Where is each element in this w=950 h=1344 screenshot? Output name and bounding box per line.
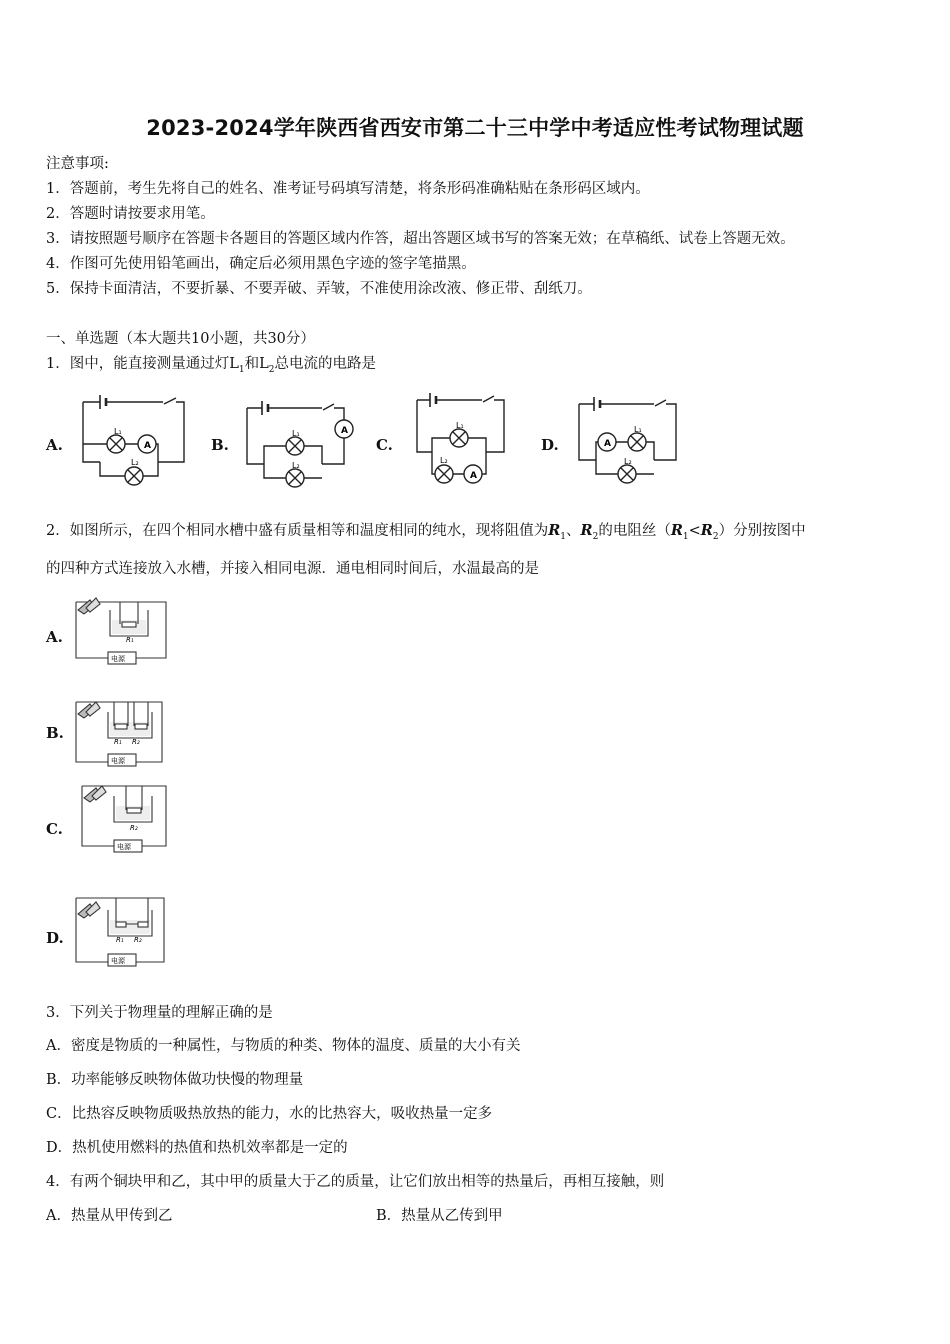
q1-option-c-label[interactable]: C. (376, 436, 393, 454)
q1-option-d-label[interactable]: D. (541, 436, 559, 454)
q3-option-a[interactable]: A．密度是物质的一种属性，与物质的种类、物体的温度、质量的大小有关 (46, 1038, 521, 1054)
q2-option-b-label[interactable]: B. (46, 724, 64, 742)
q2-option-c-label[interactable]: C. (46, 820, 63, 838)
q2-diagram-a[interactable] (72, 592, 170, 664)
notice-item-3: 3．请按照题号顺序在答题卡各题目的答题区域内作答，超出答题区域书写的答案无效；在草稿纸、试卷上答题无效。 (46, 231, 795, 247)
notice-item-1: 1．答题前，考生先将自己的姓名、准考证号码填写清楚，将条形码准确粘贴在条形码区域内。 (46, 181, 650, 197)
lamp-l1-label: L₁ (456, 421, 464, 430)
q3-option-b[interactable]: B．功率能够反映物体做功快慢的物理量 (46, 1072, 304, 1088)
q1-circuit-d[interactable] (574, 396, 684, 491)
lamp-l1-label: L₁ (114, 427, 122, 436)
notice-item-2: 2．答题时请按要求用笔。 (46, 206, 215, 222)
q2-diagram-c[interactable] (78, 780, 172, 852)
q1-stem: 1．图中，能直接测量通过灯$L_1$和$L_2$总电流的电路是 (46, 356, 376, 375)
q1-circuit-b[interactable] (242, 400, 357, 492)
q1-option-a-label[interactable]: A. (46, 436, 63, 454)
resistor-r2-label: R₂ (132, 738, 140, 746)
page-title: 2023-2024学年陕西省西安市第二十三中学中考适应性考试物理试题 (146, 116, 804, 140)
notice-heading: 注意事项: (46, 156, 109, 172)
q2-diagram-d[interactable] (72, 892, 170, 967)
q4-option-a[interactable]: A．热量从甲传到乙 (46, 1208, 173, 1224)
notice-item-4: 4．作图可先使用铅笔画出，确定后必须用黑色字迹的签字笔描黑。 (46, 256, 476, 272)
section-heading: 一、单选题（本大题共10小题，共30分） (46, 331, 315, 347)
ammeter-label: A (604, 439, 611, 449)
resistor-r2-label: R₂ (134, 936, 142, 944)
resistor-r1-label: R₁ (116, 936, 124, 944)
ammeter-label: A (144, 441, 151, 451)
power-label: 电源 (111, 957, 125, 965)
resistor-r2-label: R₂ (130, 824, 138, 832)
lamp-l2-label: L₂ (292, 461, 300, 470)
ammeter-label: A (470, 471, 477, 481)
lamp-l2-label: L₂ (440, 456, 448, 465)
lamp-l2-label: L₂ (624, 457, 632, 466)
q3-stem: 3．下列关于物理量的理解正确的是 (46, 1005, 273, 1021)
lamp-l1-label: L₁ (634, 425, 642, 434)
lamp-l1-label: L₁ (292, 429, 300, 438)
q1-circuit-c[interactable] (412, 392, 517, 492)
q2-option-d-label[interactable]: D. (46, 929, 64, 947)
q2-stem-line1: 2．如图所示，在四个相同水槽中盛有质量相等和温度相同的纯水，现将阻值为$R_1$、$R_2$的电阻丝$(R_1<R_2)$分别按图中 (46, 522, 806, 542)
q4-option-b[interactable]: B．热量从乙传到甲 (376, 1208, 503, 1224)
q2-diagram-b[interactable] (72, 696, 170, 768)
q3-option-d[interactable]: D．热机使用燃料的热值和热机效率都是一定的 (46, 1140, 348, 1156)
notice-item-5: 5．保持卡面清洁，不要折暴、不要弄破、弄皱，不准使用涂改液、修正带、刮纸刀。 (46, 281, 592, 297)
q4-stem: 4．有两个铜块甲和乙，其中甲的质量大于乙的质量，让它们放出相等的热量后，再相互接触，则 (46, 1174, 665, 1190)
power-label: 电源 (117, 843, 131, 851)
resistor-r1-label: R₁ (114, 738, 122, 746)
resistor-r1-label: R₁ (126, 636, 134, 644)
q1-circuit-a[interactable] (78, 394, 188, 489)
q2-stem-line2: 的四种方式连接放入水槽，并接入相同电源．通电相同时间后，水温最高的是 (46, 561, 539, 577)
power-label: 电源 (111, 757, 125, 765)
lamp-l2-label: L₂ (131, 458, 139, 467)
ammeter-label: A (341, 426, 348, 436)
q2-option-a-label[interactable]: A. (46, 628, 63, 646)
q1-option-b-label[interactable]: B. (211, 436, 229, 454)
power-label: 电源 (111, 655, 125, 663)
q3-option-c[interactable]: C．比热容反映物质吸热放热的能力，水的比热容大，吸收热量一定多 (46, 1106, 493, 1122)
